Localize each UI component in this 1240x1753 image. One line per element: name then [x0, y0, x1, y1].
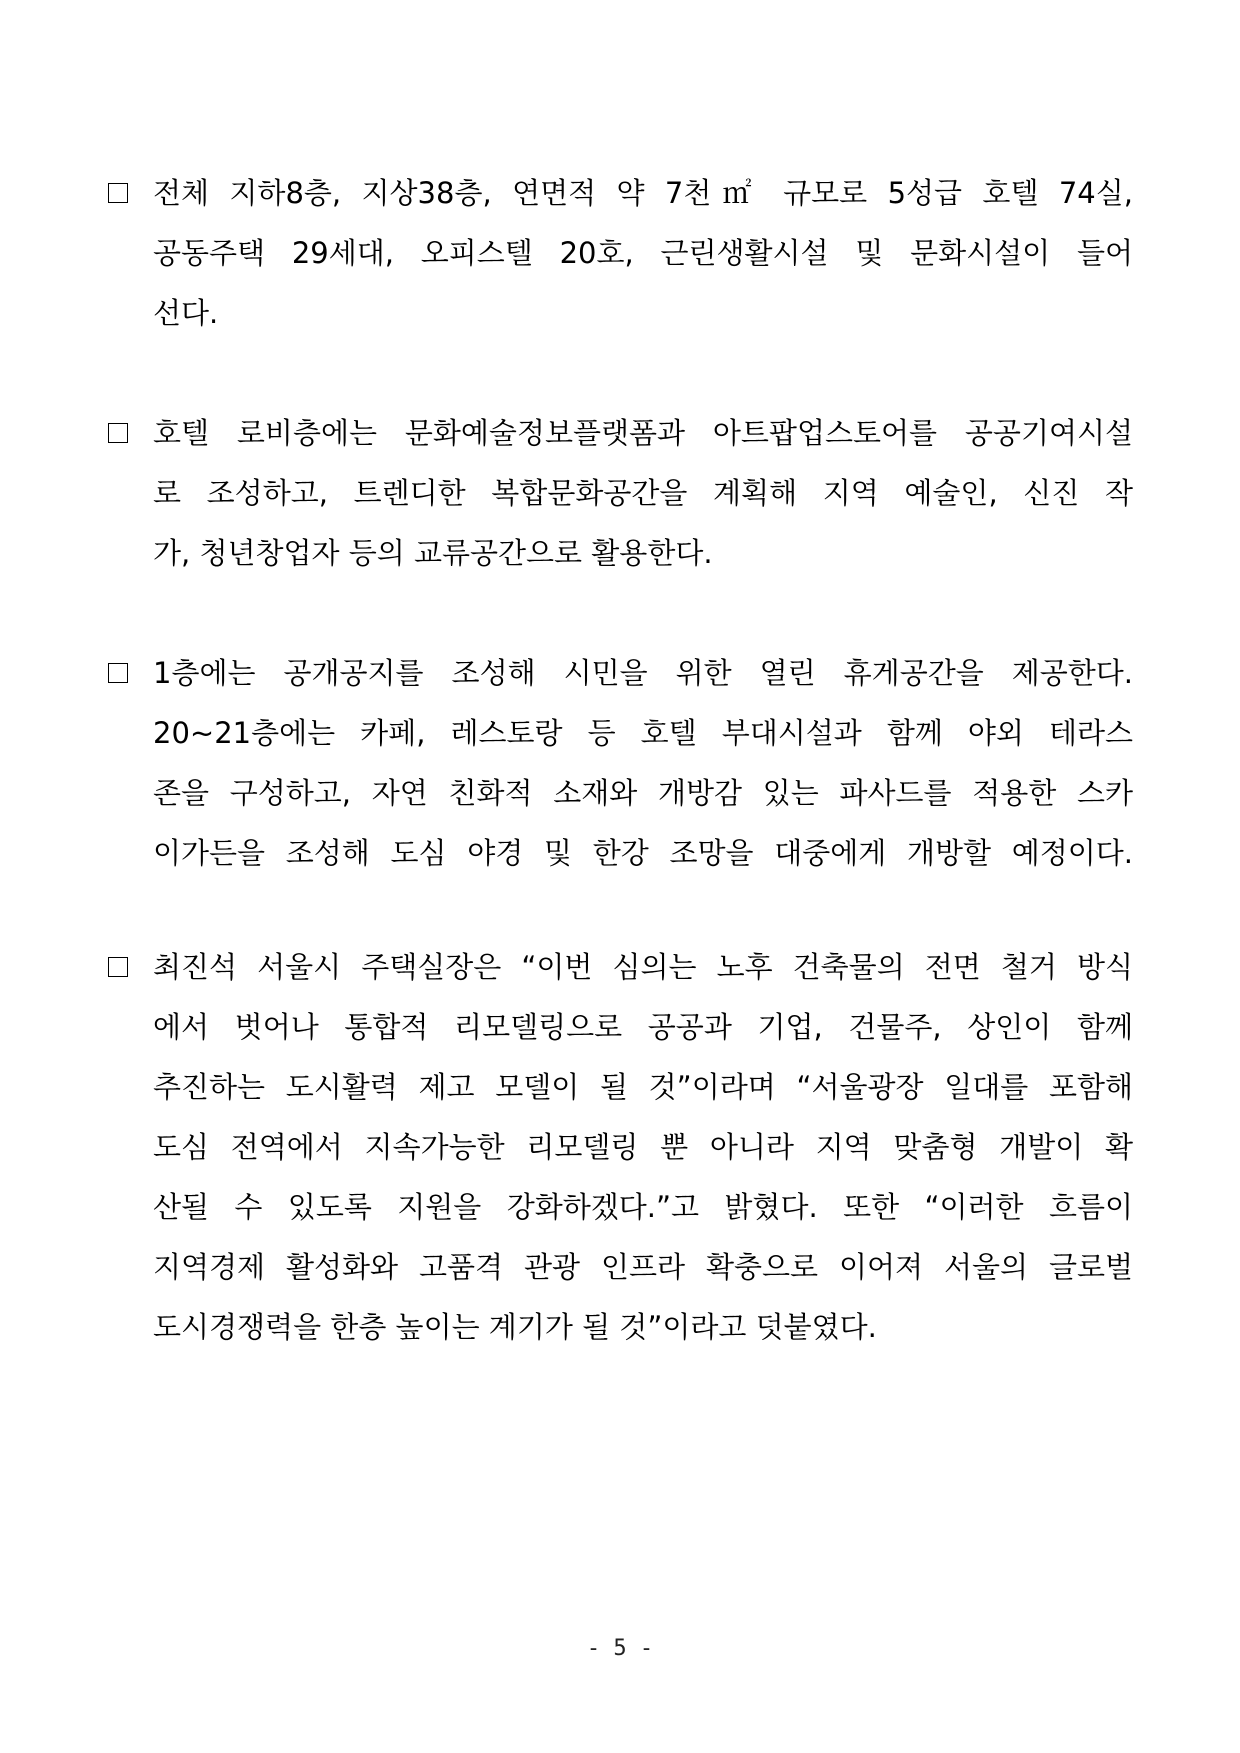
checkbox-bullet-icon [108, 183, 128, 203]
paragraph-line: 로 조성하고, 트렌디한 복합문화공간을 계획해 지역 예술인, 신진 작 [153, 476, 1133, 510]
paragraph-line: 도시경쟁력을 한층 높이는 계기가 될 것”이라고 덧붙였다. [153, 1310, 877, 1344]
paragraph-line: 선다. [153, 296, 219, 330]
paragraph-line: 존을 구성하고, 자연 친화적 소재와 개방감 있는 파사드를 적용한 스카 [153, 776, 1133, 810]
checkbox-bullet-icon [108, 663, 128, 683]
checkbox-bullet-icon [108, 957, 128, 977]
paragraph-line: 산될 수 있도록 지원을 강화하겠다.”고 밝혔다. 또한 “이러한 흐름이 [153, 1190, 1133, 1224]
paragraph-line: 1층에는 공개공지를 조성해 시민을 위한 열린 휴게공간을 제공한다. [153, 656, 1133, 690]
paragraph-line: 공동주택 29세대, 오피스텔 20호, 근린생활시설 및 문화시설이 들어 [153, 236, 1133, 270]
paragraph-line: 20~21층에는 카페, 레스토랑 등 호텔 부대시설과 함께 야외 테라스 [153, 716, 1133, 750]
paragraph-line: 지역경제 활성화와 고품격 관광 인프라 확충으로 이어져 서울의 글로벌 [153, 1250, 1133, 1284]
checkbox-bullet-icon [108, 423, 128, 443]
paragraph-line: 이가든을 조성해 도심 야경 및 한강 조망을 대중에게 개방할 예정이다. [153, 836, 1133, 870]
paragraph-line: 전체 지하8층, 지상38층, 연면적 약 7천㎡ 규모로 5성급 호텔 74실, [153, 176, 1133, 210]
paragraph-line: 에서 벗어나 통합적 리모델링으로 공공과 기업, 건물주, 상인이 함께 [153, 1010, 1133, 1044]
paragraph-line: 호텔 로비층에는 문화예술정보플랫폼과 아트팝업스토어를 공공기여시설 [153, 416, 1133, 450]
page-number: - 5 - [586, 1636, 654, 1661]
paragraph-line: 최진석 서울시 주택실장은 “이번 심의는 노후 건축물의 전면 철거 방식 [153, 950, 1133, 984]
paragraph-line: 도심 전역에서 지속가능한 리모델링 뿐 아니라 지역 맞춤형 개발이 확 [153, 1130, 1133, 1164]
paragraph-line: 가, 청년창업자 등의 교류공간으로 활용한다. [153, 536, 713, 570]
paragraph-line: 추진하는 도시활력 제고 모델이 될 것”이라며 “서울광장 일대를 포함해 [153, 1070, 1133, 1104]
